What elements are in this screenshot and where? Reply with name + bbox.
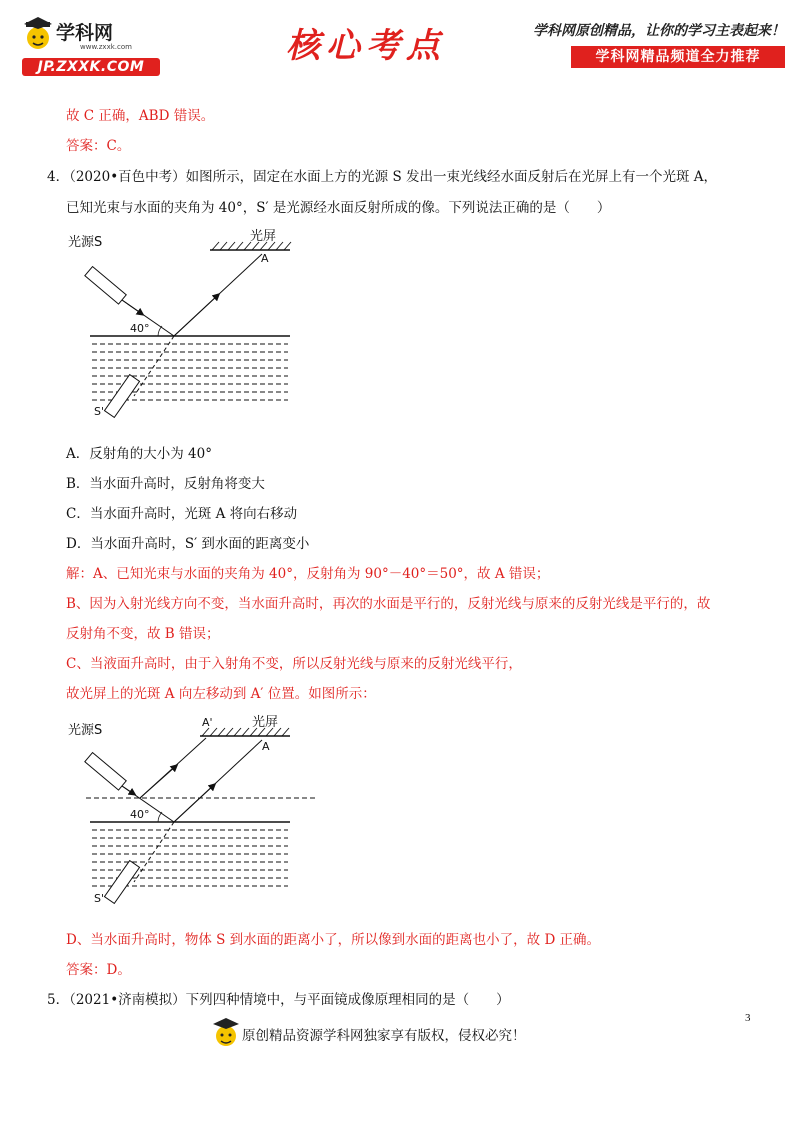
new-spot-label: A' — [202, 716, 213, 729]
light-source-label: 光源S — [68, 235, 103, 250]
angle-label: 40° — [130, 808, 150, 821]
solution-line-4: C、当液面升高时，由于入射角不变，所以反射光线与原来的反射光线平行， — [66, 656, 522, 672]
light-source-body — [85, 267, 126, 304]
prev-answer: 答案：C。 — [66, 138, 131, 154]
diagram-2 — [62, 710, 322, 910]
question-4-line-2: 已知光束与水面的夹角为 40°，S′ 是光源经水面反射所成的像。下列说法正确的是（ ） — [66, 200, 611, 216]
page-number: 3 — [745, 1012, 751, 1024]
image-label: S' — [94, 892, 105, 905]
image-label: S' — [94, 405, 105, 418]
solution-line-5: 故光屏上的光斑 A 向左移动到 A′ 位置。如图所示： — [66, 686, 376, 702]
logo-url: www.zxxk.com — [80, 43, 132, 51]
option-b: B．当水面升高时，反射角将变大 — [66, 476, 265, 492]
page-title: 核心考点 — [286, 26, 446, 66]
question-4-answer: 答案：D。 — [66, 962, 131, 978]
light-source-body — [85, 753, 126, 790]
solution-line-2: B、因为入射光线方向不变，当水面升高时，再次的水面是平行的，反射光线与原来的反射光线是平行的，故 — [66, 596, 711, 612]
solution-line-d: D、当水面升高时，物体 S 到水面的距离小了，所以像到水面的距离也小了，故 D 正确。 — [66, 932, 601, 948]
logo-brand: 学科网 — [56, 22, 114, 44]
channel-badge: 学科网精品频道全力推荐 — [571, 46, 785, 68]
mascot-icon — [212, 1016, 240, 1050]
screen-label: 光屏 — [252, 715, 279, 730]
prev-conclusion: 故 C 正确，ABD 错误。 — [66, 108, 215, 124]
option-d: D．当水面升高时，S′ 到水面的距离变小 — [66, 536, 310, 552]
light-source-label: 光源S — [68, 723, 103, 738]
logo-badge: JP.ZXXK.COM — [22, 58, 160, 76]
screen-label: 光屏 — [250, 229, 277, 244]
footer — [212, 1014, 592, 1054]
diagram-1 — [62, 228, 302, 423]
angle-label: 40° — [130, 322, 150, 335]
option-a: A．反射角的大小为 40° — [66, 446, 212, 462]
header-slogan: 学科网原创精品，让你的学习主表起来！ — [533, 23, 785, 39]
question-4-line-1: 4．（2020•百色中考）如图所示，固定在水面上方的光源 S 发出一束光线经水面反射后在光屏上有一个光斑 A， — [47, 169, 718, 185]
option-c: C．当水面升高时，光斑 A 将向右移动 — [66, 506, 298, 522]
spot-label: A — [262, 740, 270, 753]
solution-line-1: 解：A、已知光束与水面的夹角为 40°，反射角为 90°－40°＝50°，故 A 错误； — [66, 566, 550, 582]
spot-label: A — [261, 252, 269, 265]
site-logo[interactable] — [22, 16, 160, 74]
solution-line-3: 反射角不变，故 B 错误； — [66, 626, 220, 642]
copyright-notice: 原创精品资源学科网独家享有版权，侵权必究！ — [242, 1028, 526, 1044]
question-5-line: 5．（2021•济南模拟）下列四种情境中，与平面镜成像原理相同的是（ ） — [47, 992, 510, 1008]
